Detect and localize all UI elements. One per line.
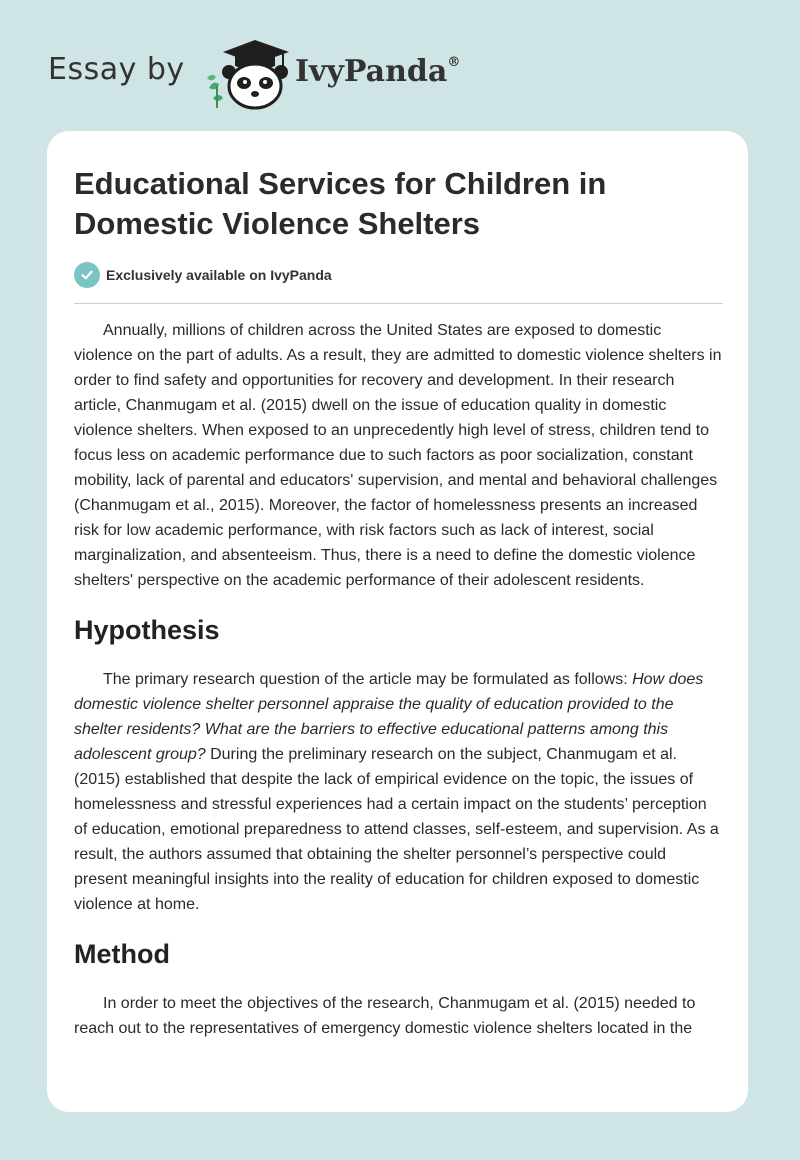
registered-mark: ® <box>447 55 461 70</box>
article-card <box>47 131 748 1112</box>
brand-name[interactable] <box>295 54 460 89</box>
method-paragraph: In order to meet the objectives of the research, Chanmugam et al. (2015) needed to reach out to the representatives of emergency domestic violence shelters located in the <box>74 995 696 1037</box>
hypothesis-text-start: The primary research question of the article may be formulated as follows: <box>103 671 633 688</box>
article-body <box>74 318 723 1062</box>
site-header <box>0 0 800 120</box>
hypothesis-paragraph <box>74 667 723 917</box>
brand-text: IvyPanda <box>295 54 448 89</box>
essay-by-label: Essay by <box>48 52 185 87</box>
hypothesis-text-end: During the preliminary research on the subject, Chanmugam et al. (2015) established that despite the lack of empirical evidence on the topic, the issues of homelessness and stressful experiences had a certain impact on the students’ perception of education, emotional preparedness to attend classes, self-esteem, and supervision. As a result, the authors assumed that obtaining the shelter personnel’s perspective could present meaningful insights into the reality of education for children exposed to domestic violence at home. <box>74 746 719 913</box>
badge-label: Exclusively available on IvyPanda <box>106 267 332 283</box>
divider <box>74 303 723 304</box>
intro-paragraph: Annually, millions of children across the United States are exposed to domestic violence on the part of adults. As a result, they are admitted to domestic violence shelters in order to find safety and opportunities for recovery and development. In their research article, Chanmugam et al. (2015) dwell on the issue of education quality in domestic violence shelters. When exposed to an unprecedently high level of stress, children tend to focus less on academic performance due to such factors as poor socialization, constant mobility, lack of parental and educators' supervision, and mental and behavioral challenges (Chanmugam et al., 2015). Moreover, the factor of homelessness presents an increased risk for low academic performance, with risk factors such as lack of interest, social marginalization, and absenteeism. Thus, there is a need to define the domestic violence shelters' perspective on the academic performance of their adolescent residents. <box>74 322 722 589</box>
research-question: How does domestic violence shelter personnel appraise the quality of education provided to the shelter residents? What are the barriers to effective educational patterns among this adolescent group? <box>74 671 704 763</box>
hypothesis-heading: Hypothesis <box>74 615 220 645</box>
panda-logo-icon[interactable] <box>203 38 293 110</box>
method-heading: Method <box>74 939 170 969</box>
page-title: Educational Services for Children in Domestic Violence Shelters <box>74 166 607 241</box>
check-icon <box>74 262 100 288</box>
exclusive-badge <box>74 262 332 288</box>
